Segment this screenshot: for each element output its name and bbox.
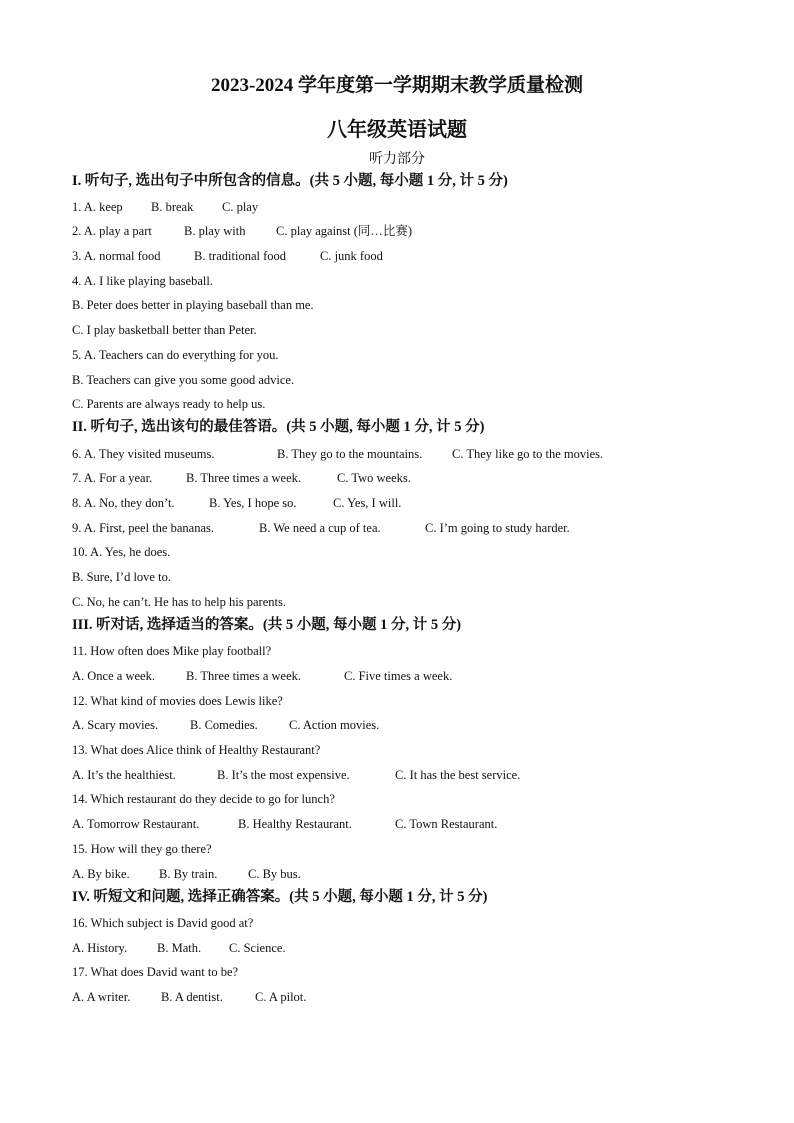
q11-option-b: B. Three times a week. — [186, 669, 302, 683]
q11-option-c: C. Five times a week. — [344, 669, 453, 683]
q8-option-b: B. Yes, I hope so. — [209, 496, 297, 510]
question-5-option-a: 5. A. Teachers can do everything for you. — [72, 348, 279, 362]
q14-option-c: C. Town Restaurant. — [395, 817, 498, 831]
question-15-stem: 15. How will they go there? — [72, 842, 212, 856]
q17-option-a: A. A writer. — [72, 990, 131, 1004]
question-14-stem: 14. Which restaurant do they decide to go for lunch? — [72, 792, 335, 806]
q14-option-b: B. Healthy Restaurant. — [238, 817, 352, 831]
q8-option-a: 8. A. No, they don’t. — [72, 496, 175, 510]
q1-option-b: B. break — [151, 200, 194, 214]
question-15-options — [72, 866, 301, 882]
question-16-options — [72, 940, 286, 956]
q3-option-c: C. junk food — [320, 249, 383, 263]
q12-option-c: C. Action movies. — [289, 718, 380, 732]
question-12-stem: 12. What kind of movies does Lewis like? — [72, 694, 283, 708]
q15-option-b: B. By train. — [159, 867, 218, 881]
q14-option-a: A. Tomorrow Restaurant. — [72, 817, 200, 831]
question-12-options — [72, 717, 379, 733]
q7-option-b: B. Three times a week. — [186, 471, 302, 485]
question-13-options — [72, 767, 520, 783]
q16-option-b: B. Math. — [157, 941, 202, 955]
question-11-stem: 11. How often does Mike play football? — [72, 644, 272, 658]
question-8-options — [72, 495, 401, 511]
q12-option-a: A. Scary movies. — [72, 718, 159, 732]
q6-option-c: C. They like go to the movies. — [452, 447, 604, 461]
question-17-options — [72, 989, 306, 1005]
q12-option-b: B. Comedies. — [190, 718, 258, 732]
q9-option-c: C. I’m going to study harder. — [425, 521, 570, 535]
exam-subtitle: 八年级英语试题 — [327, 119, 467, 141]
question-5-option-c: C. Parents are always ready to help us. — [72, 397, 266, 411]
question-6-options — [72, 446, 603, 462]
question-10-option-a: 10. A. Yes, he does. — [72, 545, 171, 559]
q6-option-b: B. They go to the mountains. — [277, 447, 423, 461]
question-4-option-c: C. I play basketball better than Peter. — [72, 323, 257, 337]
q2-option-b: B. play with — [184, 224, 246, 238]
question-1-options — [72, 199, 258, 215]
question-4-option-b: B. Peter does better in playing baseball than me. — [72, 298, 314, 312]
q16-option-a: A. History. — [72, 941, 128, 955]
q15-option-c: C. By bus. — [248, 867, 301, 881]
question-7-options — [72, 470, 411, 486]
q9-option-b: B. We need a cup of tea. — [259, 521, 381, 535]
q2-option-c: C. play against (同…比赛) — [276, 224, 413, 238]
q17-option-b: B. A dentist. — [161, 990, 223, 1004]
exam-title: 2023-2024 学年度第一学期期末教学质量检测 — [210, 75, 584, 96]
question-3-options — [72, 248, 383, 264]
question-14-options — [72, 816, 497, 832]
section-3-heading: III. 听对话, 选择适当的答案。(共 5 小题, 每小题 1 分, 计 5 分) — [72, 617, 462, 633]
q8-option-c: C. Yes, I will. — [333, 496, 402, 510]
q13-option-a: A. It’s the healthiest. — [72, 768, 176, 782]
q1-option-a: 1. A. keep — [72, 200, 123, 214]
question-10-option-c: C. No, he can’t. He has to help his parents. — [72, 595, 286, 609]
q2-option-a: 2. A. play a part — [72, 224, 152, 238]
question-16-stem: 16. Which subject is David good at? — [72, 916, 254, 930]
q16-option-c: C. Science. — [229, 941, 286, 955]
q3-option-a: 3. A. normal food — [72, 249, 161, 263]
question-9-options — [72, 520, 570, 536]
question-13-stem: 13. What does Alice think of Healthy Restaurant? — [72, 743, 321, 757]
question-5-option-b: B. Teachers can give you some good advice. — [72, 373, 295, 387]
section-4-heading: IV. 听短文和问题, 选择正确答案。(共 5 小题, 每小题 1 分, 计 5 分) — [72, 889, 488, 905]
q3-option-b: B. traditional food — [194, 249, 286, 263]
q17-option-c: C. A pilot. — [255, 990, 307, 1004]
question-11-options — [72, 668, 452, 684]
q9-option-a: 9. A. First, peel the bananas. — [72, 521, 214, 535]
question-4-option-a: 4. A. I like playing baseball. — [72, 274, 213, 288]
q13-option-c: C. It has the best service. — [395, 768, 521, 782]
listening-part-heading: 听力部分 — [369, 152, 425, 167]
q15-option-a: A. By bike. — [72, 867, 130, 881]
question-2-options — [72, 223, 412, 239]
q7-option-c: C. Two weeks. — [337, 471, 411, 485]
question-17-stem: 17. What does David want to be? — [72, 965, 239, 979]
q7-option-a: 7. A. For a year. — [72, 471, 153, 485]
question-10-option-b: B. Sure, I’d love to. — [72, 570, 171, 584]
q13-option-b: B. It’s the most expensive. — [217, 768, 350, 782]
q6-option-a: 6. A. They visited museums. — [72, 447, 215, 461]
section-2-heading: II. 听句子, 选出该句的最佳答语。(共 5 小题, 每小题 1 分, 计 5 分) — [72, 419, 485, 435]
q11-option-a: A. Once a week. — [72, 669, 155, 683]
section-1-heading: I. 听句子, 选出句子中所包含的信息。(共 5 小题, 每小题 1 分, 计 5 分) — [72, 173, 508, 189]
q1-option-c: C. play — [222, 200, 259, 214]
